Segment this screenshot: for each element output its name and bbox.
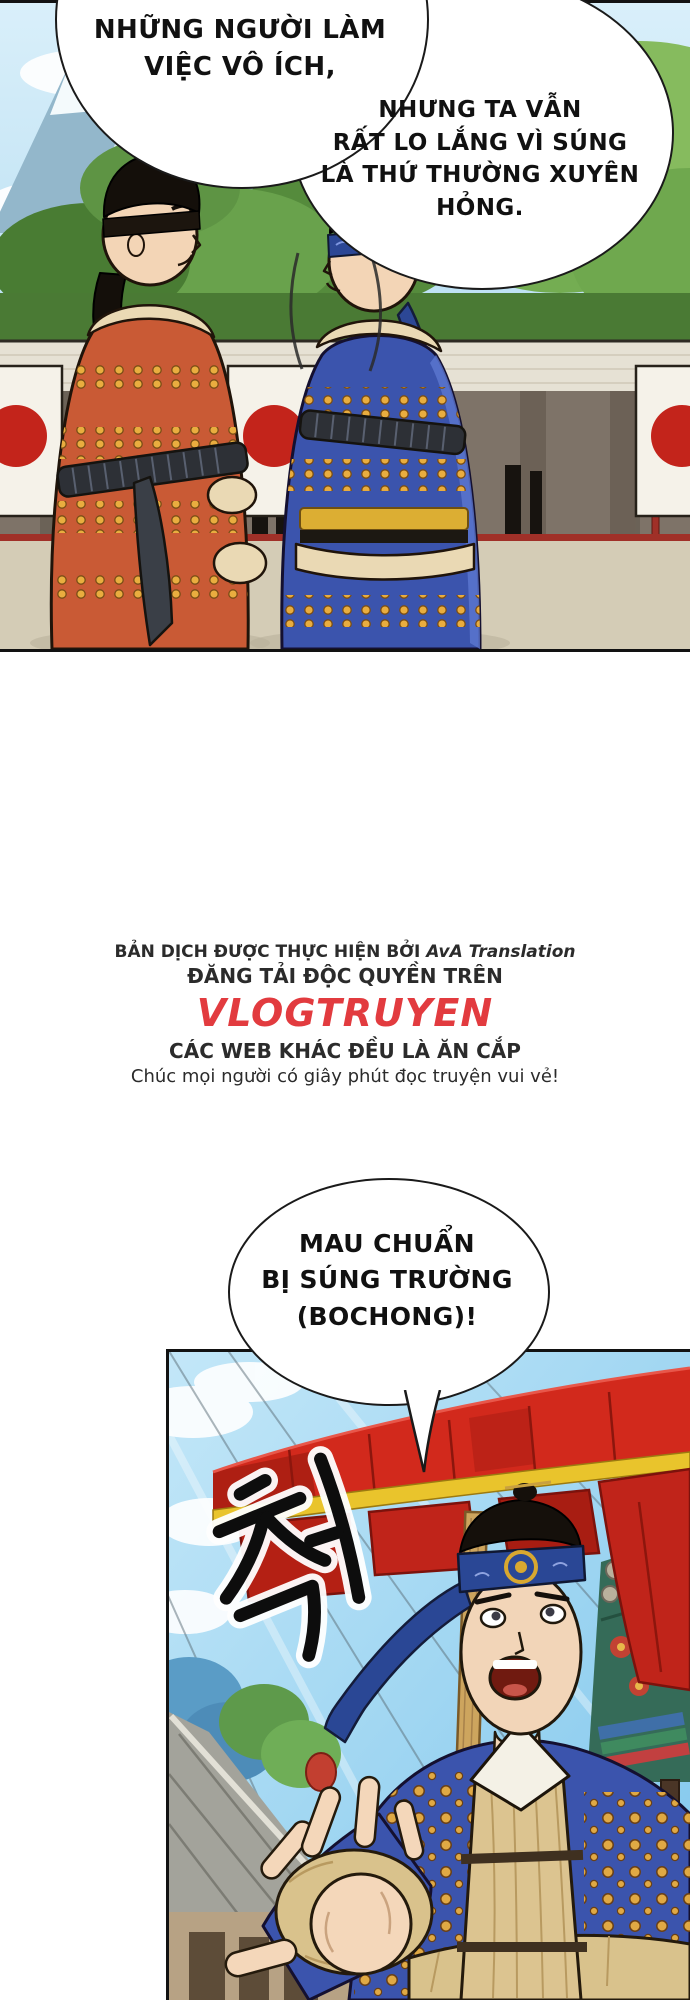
- speech-bubble-tail: [402, 1390, 442, 1474]
- red-lantern: [306, 1753, 336, 1791]
- gold-sash: [300, 508, 468, 530]
- speech-line: BỊ SÚNG TRƯỜNG: [261, 1265, 513, 1295]
- speech-line: HỎNG.: [436, 194, 524, 221]
- translator-credits: [0, 942, 690, 1087]
- speech-text-top-right: [318, 94, 642, 225]
- credits-line-5: Chúc mọi người có giây phút đọc truyện vui vẻ!: [130, 1066, 560, 1087]
- speech-line: LÀ THỨ THƯỜNG XUYÊN: [320, 162, 640, 189]
- speech-line: RẤT LO LẮNG VÌ SÚNG: [332, 129, 628, 156]
- credits-line-2: ĐĂNG TẢI ĐỘC QUYỀN TRÊN: [187, 964, 503, 988]
- speech-line: NHƯNG TA VẪN: [378, 97, 582, 123]
- credits-site: VLOGTRUYEN: [196, 991, 494, 1035]
- speech-text-middle: [247, 1226, 527, 1335]
- credits-line-1-prefix: BẢN DỊCH ĐƯỢC THỰC HIỆN BỞI: [114, 942, 427, 962]
- credits-line-4: CÁC WEB KHÁC ĐỀU LÀ ĂN CẮP: [169, 1039, 521, 1063]
- speech-line: NHỮNG NGƯỜI LÀM: [93, 15, 387, 45]
- credits-brand: AvA Translation: [426, 942, 576, 962]
- speech-line: MAU CHUẨN: [299, 1229, 475, 1258]
- credits-line-1: [0, 942, 690, 962]
- speech-text-top-left: [90, 12, 390, 86]
- officer-head: [458, 1482, 585, 1734]
- speech-line: VIỆC VÔ ÍCH,: [144, 51, 336, 82]
- speech-line: (BOCHONG)!: [296, 1301, 478, 1331]
